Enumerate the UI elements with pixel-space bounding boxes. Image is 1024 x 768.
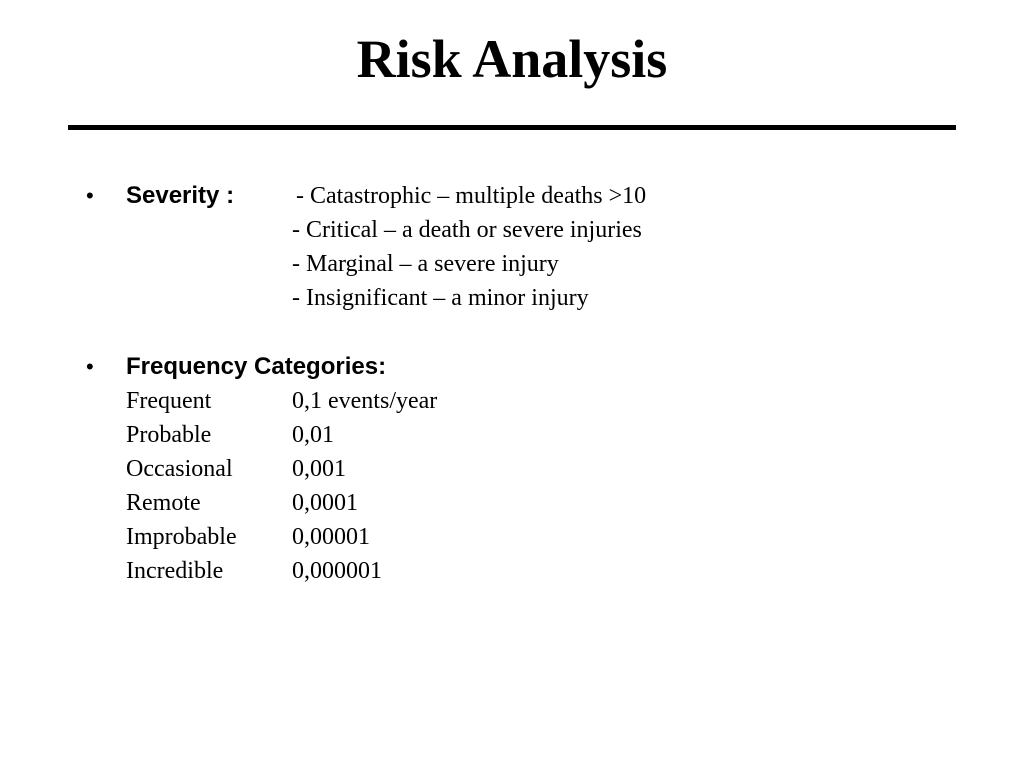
frequency-value: 0,000001 xyxy=(292,558,382,584)
severity-label: Severity : xyxy=(126,182,235,209)
frequency-category: Remote xyxy=(126,490,201,516)
severity-item-critical: - Critical – a death or severe injuries xyxy=(292,217,642,243)
severity-item-marginal: - Marginal – a severe injury xyxy=(292,251,559,277)
bullet-frequency: • xyxy=(86,354,94,379)
frequency-value: 0,001 xyxy=(292,456,346,482)
frequency-value: 0,1 events/year xyxy=(292,388,438,414)
bullet-severity: • xyxy=(86,183,94,208)
frequency-value: 0,0001 xyxy=(292,490,358,516)
frequency-category: Occasional xyxy=(126,456,233,482)
severity-item-insignificant: - Insignificant – a minor injury xyxy=(292,285,589,311)
frequency-label: Frequency Categories: xyxy=(126,353,387,380)
frequency-category: Probable xyxy=(126,422,212,448)
title-divider xyxy=(68,125,956,130)
severity-item-catastrophic: - Catastrophic – multiple deaths >10 xyxy=(296,183,647,209)
frequency-value: 0,00001 xyxy=(292,524,370,550)
frequency-value: 0,01 xyxy=(292,422,334,448)
frequency-category: Frequent xyxy=(126,388,212,414)
slide-title: Risk Analysis xyxy=(356,29,668,89)
frequency-category: Incredible xyxy=(126,558,224,584)
frequency-category: Improbable xyxy=(126,524,237,550)
